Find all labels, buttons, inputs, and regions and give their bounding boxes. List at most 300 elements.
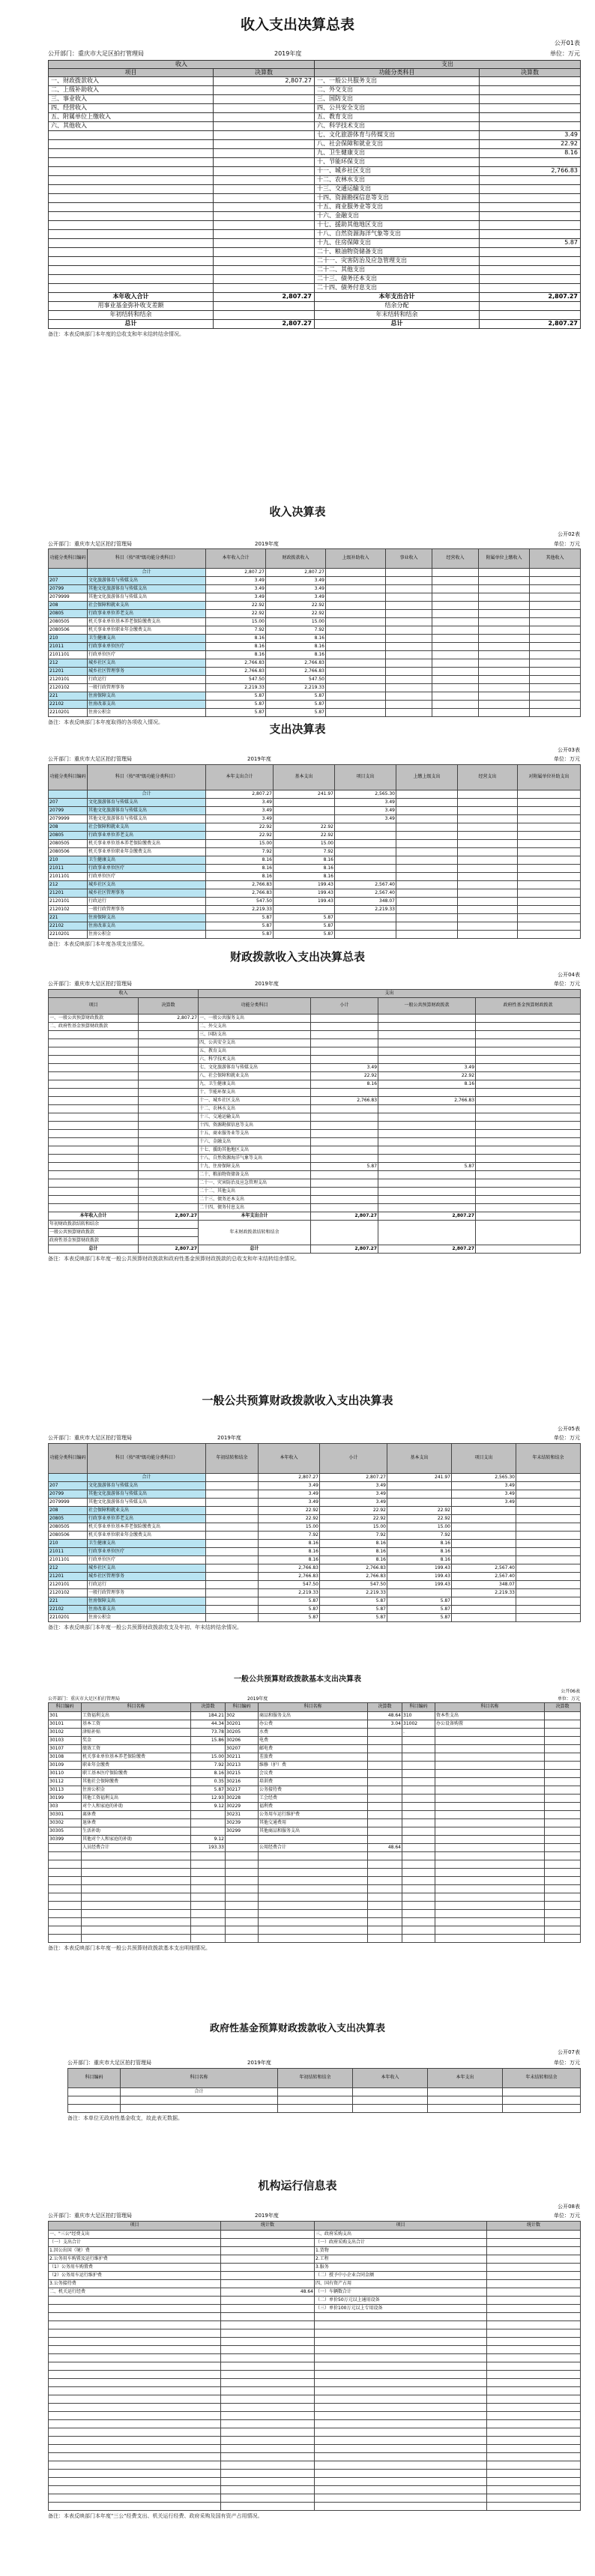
table-cell (49, 230, 214, 239)
col-header: 项目 (49, 2222, 221, 2231)
table-cell (476, 1056, 581, 1064)
table-cell: 5.87 (259, 1606, 320, 1614)
table-cell (311, 1089, 378, 1097)
table-cell (221, 2247, 315, 2255)
table-cell: 2,567.40 (452, 1573, 516, 1581)
table-cell (335, 865, 396, 873)
s5-title: 一般公共预算财政拨款收入支出决算表 (202, 1394, 393, 1407)
table-cell: 邮电费 (259, 1745, 368, 1753)
table-cell (315, 2412, 487, 2420)
expend-item-label: 六、科学技术支出 (315, 122, 480, 131)
table-cell (82, 1885, 191, 1893)
table-cell (139, 1221, 199, 1229)
table-cell (545, 1926, 581, 1935)
table-cell: 212 (49, 1564, 88, 1573)
table-cell (518, 815, 581, 823)
table-cell (221, 2420, 315, 2428)
table-cell: 15.00 (259, 1523, 320, 1532)
table-row (49, 1729, 581, 1737)
table-cell: 8.16 (320, 1548, 387, 1556)
table-cell (387, 1490, 452, 1499)
table-cell (49, 2371, 221, 2379)
col-header: 经营支出 (458, 765, 518, 790)
table-cell (311, 1171, 378, 1179)
table-row (49, 865, 581, 873)
table-cell: 22.92 (259, 1507, 320, 1515)
table-cell (476, 1212, 581, 1221)
table-cell: 3.49 (378, 1064, 476, 1072)
table-cell (518, 906, 581, 914)
table-cell: 30110 (49, 1770, 82, 1778)
table-cell (487, 2503, 581, 2511)
table-cell (458, 799, 518, 807)
table-cell (435, 1795, 545, 1803)
table-cell: 8.16 (378, 1080, 476, 1089)
table-cell (476, 1122, 581, 1130)
table-cell: 8.16 (259, 1540, 320, 1548)
table-cell (432, 635, 479, 643)
table-cell (476, 1023, 581, 1031)
col-header: 对附属单位补助支出 (518, 765, 581, 790)
table-cell (315, 2404, 487, 2412)
table-cell (402, 1869, 435, 1877)
table-cell (82, 1869, 191, 1877)
table-cell (259, 1836, 368, 1844)
table-row (49, 1918, 581, 1926)
s3-code: 公开03表 (558, 747, 580, 753)
table-row (49, 1827, 581, 1836)
table-cell (518, 881, 581, 889)
table-cell (487, 2379, 581, 2387)
table-cell: 行政事业单位医疗 (88, 1548, 206, 1556)
total-income-amount: 2,807.27 (214, 293, 315, 302)
table-cell (139, 1080, 199, 1089)
table-cell (402, 1786, 435, 1795)
table-cell (315, 2428, 487, 2437)
table-cell: 住房公积金 (88, 709, 206, 717)
s1-col-amount: 决算数 (214, 69, 315, 77)
table-cell: 公务用车运行维护费 (259, 1811, 368, 1819)
table-cell: 7.92 (259, 1532, 320, 1540)
table-cell (221, 2494, 315, 2503)
table-cell: 2101101 (49, 873, 88, 881)
table-row (49, 230, 581, 239)
table-row (49, 2280, 581, 2288)
table-row (49, 1885, 581, 1893)
table-cell (545, 1795, 581, 1803)
table-cell (452, 1614, 516, 1622)
table-cell (402, 1935, 435, 1943)
s2-unit: 单位：万元 (554, 541, 580, 547)
table-cell (432, 577, 479, 585)
table-cell (368, 1786, 402, 1795)
table-cell (315, 2503, 487, 2511)
table-row (49, 158, 581, 167)
table-row (49, 1935, 581, 1943)
table-cell: 2,766.83 (320, 1573, 387, 1581)
table-cell (378, 1138, 476, 1146)
table-cell (49, 1902, 82, 1910)
table-cell: 社会保障和就业支出 (88, 1507, 206, 1515)
table-cell (402, 1893, 435, 1902)
table-cell: 一般行政管理事务 (88, 684, 206, 692)
table-cell: 547.50 (206, 898, 274, 906)
table-row (49, 931, 581, 939)
table-cell (49, 1047, 139, 1056)
table-cell: 2080505 (49, 840, 88, 848)
s1-note: 备注：本表反映部门本年度的总收支和年末结转结余情况。 (48, 331, 184, 337)
table-cell: 2,565.30 (452, 1474, 516, 1482)
table-cell: 302 (226, 1712, 259, 1720)
table-cell: 城乡社区支出 (88, 659, 206, 668)
table-cell (476, 1080, 581, 1089)
table-cell: 其他文化旅游体育与传媒支出 (88, 1499, 206, 1507)
table-cell (259, 1885, 368, 1893)
table-cell (452, 1532, 516, 1540)
s2-note: 备注：本表反映部门本年度取得的各项收入情况。 (48, 719, 163, 725)
table-cell (226, 1852, 259, 1860)
table-cell (221, 2255, 315, 2264)
table-cell (139, 1097, 199, 1105)
table-cell (545, 1745, 581, 1753)
table-cell: 一、一般公共服务支出 (199, 1015, 311, 1023)
table-cell (326, 659, 386, 668)
table-cell: 2079999 (49, 815, 88, 823)
table-cell (226, 1869, 259, 1877)
s8-code: 公开08表 (558, 2204, 580, 2210)
table-cell (214, 176, 315, 185)
table-cell: 总计 (199, 1245, 311, 1254)
table-cell (326, 709, 386, 717)
s4-dept: 公开部门：重庆市大足区拍打管理局 (48, 981, 132, 987)
expend-item-amount (480, 221, 581, 230)
table-cell: 30201 (226, 1720, 259, 1729)
table-cell: 卫生健康支出 (88, 1540, 206, 1548)
table-cell: 机关事业单位基本养老保险缴费支出 (88, 618, 206, 626)
table-row (49, 585, 581, 593)
table-cell (368, 1819, 402, 1827)
table-cell (221, 2503, 315, 2511)
table-cell (206, 1523, 259, 1532)
table-cell (221, 2445, 315, 2453)
table-cell (386, 626, 432, 635)
table-cell (214, 275, 315, 284)
table-cell: 2,807.27 (206, 790, 274, 799)
table-cell: 3.49 (266, 593, 326, 602)
table-cell (487, 2280, 581, 2288)
table-cell (378, 1039, 476, 1047)
table-cell: 30101 (49, 1720, 82, 1729)
table-row (49, 2362, 581, 2371)
table-cell (378, 1031, 476, 1039)
table-cell: 9.12 (191, 1836, 226, 1844)
table-row (49, 1130, 581, 1138)
table-cell (214, 158, 315, 167)
table-cell: 城乡社区管理事务 (88, 1573, 206, 1581)
table-row (49, 1023, 581, 1031)
col-header: 决算数 (139, 998, 199, 1015)
table-cell (545, 1869, 581, 1877)
table-cell (518, 823, 581, 832)
table-cell (386, 692, 432, 701)
table-cell: 机关事业单位基本养老保险缴费支出 (88, 1523, 206, 1532)
expend-item-amount (480, 176, 581, 185)
table-cell: 20805 (49, 832, 88, 840)
table-cell (191, 1869, 226, 1877)
table-cell (487, 2255, 581, 2264)
s5-table (48, 1443, 581, 1622)
table-cell (49, 1138, 139, 1146)
table-cell (396, 906, 458, 914)
table-cell (368, 1737, 402, 1745)
table-cell (387, 1482, 452, 1490)
table-cell: 城乡社区支出 (88, 881, 206, 889)
table-cell (402, 1902, 435, 1910)
table-cell (435, 1869, 545, 1877)
table-cell (396, 914, 458, 922)
table-cell (326, 602, 386, 610)
table-cell: 其他社会保障缴费 (82, 1778, 191, 1786)
table-cell (487, 2420, 581, 2428)
table-cell (311, 1122, 378, 1130)
table-row (49, 1523, 581, 1532)
table-cell (435, 1827, 545, 1836)
s1-col-amount-2: 决算数 (480, 69, 581, 77)
table-cell: 机关事业单位职业年金缴费支出 (88, 626, 206, 635)
table-cell (311, 1031, 378, 1039)
col-header: 项目 (49, 998, 139, 1015)
table-cell (479, 602, 530, 610)
table-cell (139, 1229, 199, 1237)
table-cell (214, 131, 315, 140)
table-cell: 职业年金缴费 (82, 1762, 191, 1770)
col-header: 科目（按"项"级功能分类科目） (88, 1444, 206, 1474)
table-cell (432, 651, 479, 659)
table-cell: 199.43 (274, 881, 335, 889)
table-cell (378, 1146, 476, 1155)
table-cell: 其他交通费用 (259, 1819, 368, 1827)
table-cell (226, 1893, 259, 1902)
income-item-label: 一、财政拨款收入 (49, 77, 214, 86)
table-cell (487, 2354, 581, 2362)
table-cell (516, 1490, 581, 1499)
table-cell: 5.87 (320, 1597, 387, 1606)
table-row (49, 2255, 581, 2264)
table-cell (139, 1196, 199, 1204)
table-cell (545, 1819, 581, 1827)
table-cell: 年初结转和结余 (49, 311, 214, 320)
table-cell (49, 257, 214, 266)
table-cell (49, 2379, 221, 2387)
table-cell: 2080506 (49, 848, 88, 856)
table-cell (214, 302, 315, 311)
table-row (49, 302, 581, 311)
table-cell (402, 1803, 435, 1811)
table-cell (221, 2379, 315, 2387)
table-cell (226, 1885, 259, 1893)
table-cell: 2,766.83 (259, 1564, 320, 1573)
col-header: 决算数 (368, 1703, 402, 1712)
table-row (49, 2264, 581, 2272)
expend-item-amount (480, 212, 581, 221)
table-cell (191, 1885, 226, 1893)
expend-item-label: 十七、援助其他地区支出 (315, 221, 480, 230)
table-cell (335, 840, 396, 848)
table-cell: 2079999 (49, 1499, 88, 1507)
table-cell (396, 922, 458, 931)
table-cell (49, 2503, 221, 2511)
table-cell (530, 701, 581, 709)
expend-item-label: 二、外交支出 (315, 86, 480, 95)
col-header: 统计数 (487, 2222, 581, 2231)
table-cell: 5.87 (266, 709, 326, 717)
table-cell (315, 2387, 487, 2395)
table-cell (545, 1729, 581, 1737)
table-cell (206, 1540, 259, 1548)
table-cell (191, 1902, 226, 1910)
table-cell (479, 593, 530, 602)
table-cell: 3.49 (206, 799, 274, 807)
table-cell: 3.49 (259, 1482, 320, 1490)
table-cell (530, 659, 581, 668)
table-cell (458, 906, 518, 914)
table-cell: 15.00 (206, 840, 274, 848)
table-cell: 社会保障和就业支出 (88, 602, 206, 610)
table-cell: 3.49 (259, 1490, 320, 1499)
table-cell (368, 1729, 402, 1737)
table-cell: 12.93 (191, 1795, 226, 1803)
table-cell: 2120102 (49, 1589, 88, 1597)
table-row (49, 643, 581, 651)
table-cell (315, 2379, 487, 2387)
table-cell (452, 1597, 516, 1606)
table-cell (49, 239, 214, 248)
table-cell (226, 1836, 259, 1844)
table-cell: 十四、资源勘探信息等支出 (199, 1122, 311, 1130)
income-item-amount (214, 122, 315, 131)
table-cell: 一般公共预算财政拨款 (49, 1229, 139, 1237)
s2-year: 2019年度 (255, 541, 279, 547)
table-row (49, 1614, 581, 1622)
table-cell (435, 1852, 545, 1860)
table-row (49, 1047, 581, 1056)
table-cell (49, 1860, 82, 1869)
table-cell: 住房保障支出 (88, 1597, 206, 1606)
table-cell (214, 140, 315, 149)
table-cell: 8.16 (266, 651, 326, 659)
table-cell (326, 585, 386, 593)
s5-code: 公开05表 (558, 1426, 580, 1432)
table-cell: 22.92 (274, 823, 335, 832)
table-cell: 津贴补贴 (82, 1729, 191, 1737)
table-cell: 其他文化旅游体育与传媒支出 (88, 593, 206, 602)
table-cell (458, 922, 518, 931)
table-row (49, 2231, 581, 2239)
expend-item-amount: 3.49 (480, 131, 581, 140)
table-cell (518, 790, 581, 799)
table-cell (530, 618, 581, 626)
s8-table (48, 2221, 581, 2511)
table-cell: 8.16 (191, 1770, 226, 1778)
table-cell (378, 1130, 476, 1138)
table-cell (226, 1902, 259, 1910)
table-cell (432, 668, 479, 676)
table-cell: 21201 (49, 1573, 88, 1581)
table-cell: 二十、粮油物资储备支出 (199, 1171, 311, 1179)
col-header: 上缴上级支出 (396, 765, 458, 790)
table-cell: 二、政府性基金预算财政拨款 (49, 1023, 139, 1031)
table-cell (315, 2346, 487, 2354)
table-cell (530, 577, 581, 585)
table-row (49, 2494, 581, 2503)
table-cell (311, 1204, 378, 1212)
table-cell (402, 1795, 435, 1803)
table-cell: 21201 (49, 889, 88, 898)
table-cell (315, 2371, 487, 2379)
table-cell (326, 684, 386, 692)
table-row (49, 1056, 581, 1064)
table-cell (49, 131, 214, 140)
table-cell (259, 1893, 368, 1902)
table-cell: 208 (49, 823, 88, 832)
table-cell (335, 848, 396, 856)
income-item-amount (214, 86, 315, 95)
table-cell (214, 203, 315, 212)
table-cell (458, 790, 518, 799)
table-cell (139, 1179, 199, 1188)
table-cell (487, 2453, 581, 2461)
table-cell (49, 1844, 82, 1852)
table-row (49, 266, 581, 275)
table-cell (432, 676, 479, 684)
s2-table (48, 548, 581, 717)
table-cell (458, 898, 518, 906)
table-cell (368, 1762, 402, 1770)
table-cell: 年末结转和结余 (315, 311, 480, 320)
table-cell (206, 1564, 259, 1573)
table-cell (49, 1056, 139, 1064)
table-cell (49, 1031, 139, 1039)
table-cell (458, 931, 518, 939)
table-cell (530, 676, 581, 684)
table-cell: 十三、交通运输支出 (199, 1113, 311, 1122)
table-cell (479, 577, 530, 585)
table-cell (49, 1113, 139, 1122)
table-cell: 22.92 (387, 1515, 452, 1523)
table-cell (402, 1762, 435, 1770)
table-cell: （1）公务用车购置费 (49, 2264, 221, 2272)
table-cell (458, 873, 518, 881)
table-cell: 8.16 (311, 1080, 378, 1089)
table-cell (402, 1819, 435, 1827)
table-cell: 合计 (121, 2088, 278, 2096)
table-cell (206, 1597, 259, 1606)
table-cell: 2.公务用车购置及运行维护费 (49, 2255, 221, 2264)
table-cell (435, 1877, 545, 1885)
table-cell (226, 1935, 259, 1943)
table-cell (326, 701, 386, 709)
table-cell: 207 (49, 577, 88, 585)
table-cell (432, 692, 479, 701)
table-cell: 公用经费合计 (259, 1844, 368, 1852)
table-cell: 行政事业单位医疗 (88, 865, 206, 873)
table-cell (49, 1869, 82, 1877)
table-cell: 210 (49, 635, 88, 643)
table-cell (49, 2362, 221, 2371)
table-cell (49, 2486, 221, 2494)
table-cell (518, 840, 581, 848)
table-cell: 2,807.27 (311, 1245, 378, 1254)
